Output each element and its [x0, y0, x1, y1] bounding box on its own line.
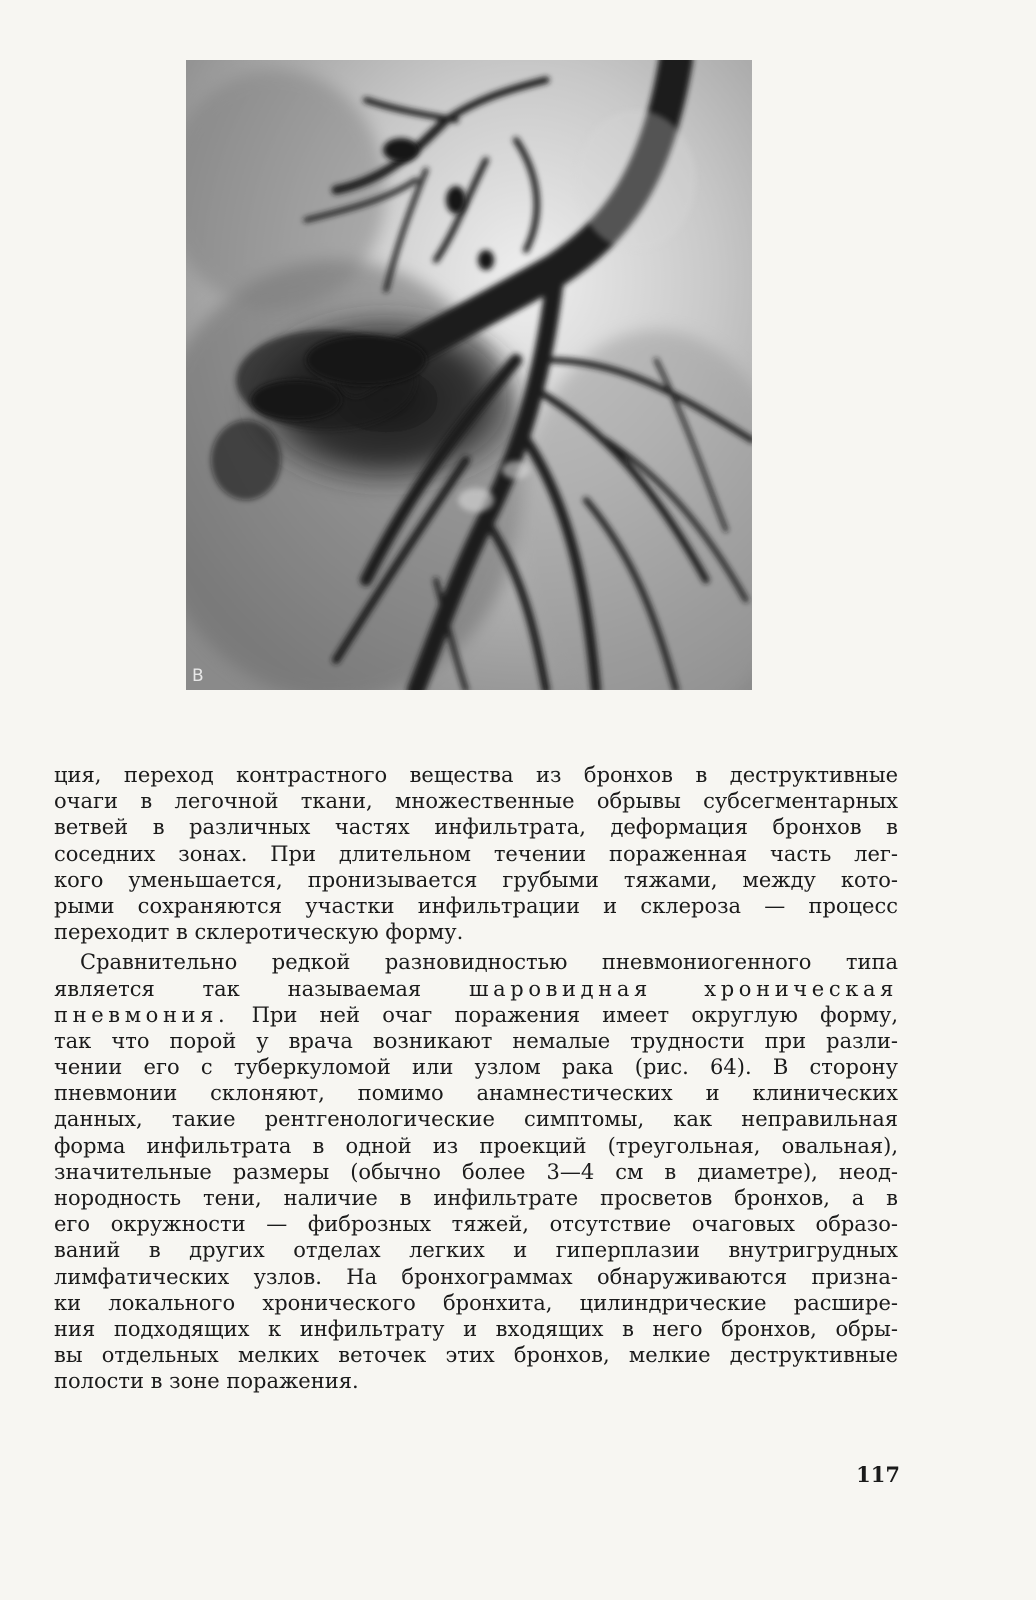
- text-line: рыми сохраняются участки инфильтрации и склероза — процесс: [54, 893, 898, 918]
- bronchogram-figure: [186, 60, 752, 690]
- page-number: 117: [856, 1462, 900, 1487]
- text-fragment: При ней очаг поражения имеет округлую форму,: [229, 1002, 898, 1027]
- text-line: [54, 976, 898, 1002]
- text-line: полости в зоне поражения.: [54, 1369, 359, 1394]
- text-line: лимфатических узлов. На бронхограммах обнаруживаются призна-: [54, 1264, 898, 1289]
- text-line: переходит в склеротическую форму.: [54, 920, 464, 945]
- spaced-term: пневмония.: [54, 1002, 230, 1027]
- text-fragment: является так называемая: [54, 976, 469, 1001]
- text-line: ция, переход контрастного вещества из бронхов в деструктивные: [54, 763, 898, 787]
- text-line: очаги в легочной ткани, множественные обрывы субсегментарных: [54, 789, 898, 814]
- text-line: его окружности — фиброзных тяжей, отсутствие очаговых образо-: [54, 1212, 898, 1237]
- text-line: нородность тени, наличие в инфильтрате просветов бронхов, а в: [54, 1186, 898, 1210]
- text-line: соседних зонах. При длительном течении пораженная часть лег-: [54, 841, 898, 866]
- text-line: данных, такие рентгенологические симптомы, как неправильная: [54, 1107, 898, 1132]
- text-line: ки локального хронического бронхита, цилиндрические расшире-: [54, 1290, 898, 1315]
- text-line: так что порой у врача возникают немалые трудности при разли-: [54, 1028, 898, 1053]
- text-line: кого уменьшается, пронизывается грубыми тяжами, между кото-: [54, 867, 898, 892]
- text-line: форма инфильтрата в одной из проекций (треугольная, овальная),: [54, 1133, 898, 1158]
- text-line: пневмонии склоняют, помимо анамнестических и клинических: [54, 1081, 898, 1106]
- text-line: Сравнительно редкой разновидностью пневмониогенного типа: [80, 950, 898, 975]
- text-line: ния подходящих к инфильтрату и входящих в него бронхов, обры-: [54, 1316, 898, 1341]
- figure-panel-label: В: [192, 666, 204, 686]
- text-line: ваний в других отделах легких и гиперплазии внутригрудных: [54, 1238, 898, 1263]
- bronchogram-image: [186, 60, 752, 690]
- text-line: чении его с туберкуломой или узлом рака (рис. 64). В сторону: [54, 1055, 898, 1080]
- spaced-term: шаровидная хроническая: [469, 976, 898, 1001]
- text-line: ветвей в различных частях инфильтрата, деформация бронхов в: [54, 815, 898, 840]
- text-line: значительные размеры (обычно более 3—4 см в диаметре), неод-: [54, 1159, 898, 1184]
- text-line: вы отдельных мелких веточек этих бронхов, мелкие деструктивные: [54, 1343, 898, 1368]
- text-line: [54, 1002, 898, 1028]
- body-text: [54, 762, 898, 1395]
